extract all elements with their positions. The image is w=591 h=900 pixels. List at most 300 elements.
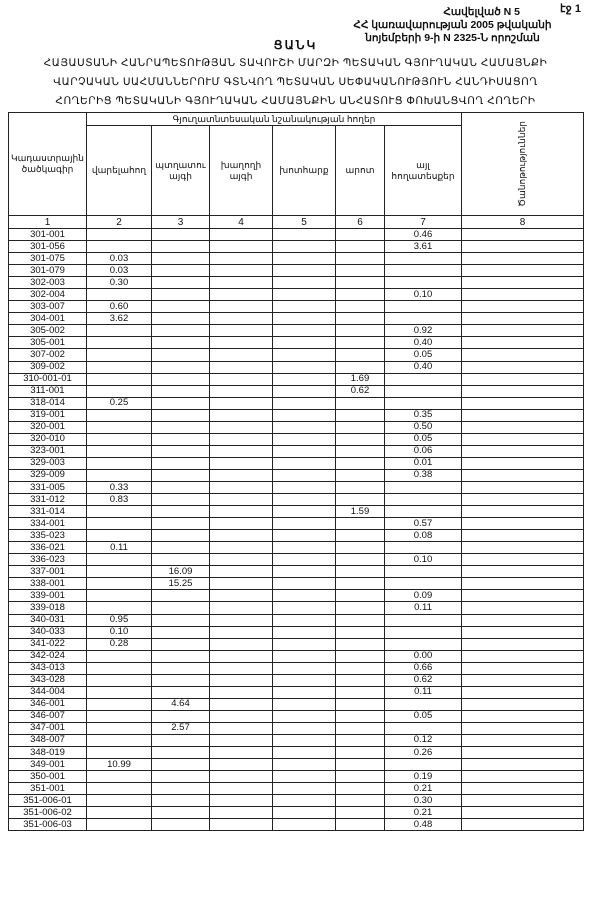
- table-row: [9, 506, 584, 518]
- cadastral-code-cell: 310-001-01: [9, 373, 87, 385]
- column-number: 1: [9, 216, 87, 229]
- area-cell: [210, 421, 273, 433]
- area-cell: [462, 349, 584, 361]
- area-cell: [210, 614, 273, 626]
- area-cell: [152, 421, 210, 433]
- area-cell: 0.60: [87, 301, 152, 313]
- cadastral-code-cell: 348-019: [9, 747, 87, 759]
- area-cell: [336, 433, 385, 445]
- notes-header-label: Ծանոթություններ: [517, 121, 528, 207]
- area-cell: [462, 710, 584, 722]
- area-cell: [152, 289, 210, 301]
- area-cell: [462, 457, 584, 469]
- cadastral-code-cell: 303-007: [9, 301, 87, 313]
- area-cell: [210, 590, 273, 602]
- table-row: [9, 759, 584, 771]
- cadastral-code-cell: 351-006-03: [9, 819, 87, 831]
- area-cell: [152, 638, 210, 650]
- area-cell: [385, 481, 462, 493]
- area-cell: [87, 421, 152, 433]
- area-cell: [462, 686, 584, 698]
- area-cell: [336, 614, 385, 626]
- table-row: [9, 494, 584, 506]
- area-cell: [152, 253, 210, 265]
- area-cell: [210, 819, 273, 831]
- column-number: 3: [152, 216, 210, 229]
- area-cell: [336, 277, 385, 289]
- area-cell: [462, 361, 584, 373]
- column-number: 6: [336, 216, 385, 229]
- area-cell: [87, 771, 152, 783]
- area-cell: [273, 662, 336, 674]
- area-cell: [210, 409, 273, 421]
- area-cell: [273, 241, 336, 253]
- cadastral-code-cell: 340-031: [9, 614, 87, 626]
- area-cell: 0.05: [385, 433, 462, 445]
- table-row: [9, 650, 584, 662]
- area-cell: [336, 494, 385, 506]
- area-cell: [273, 734, 336, 746]
- area-cell: [152, 662, 210, 674]
- area-cell: 0.21: [385, 807, 462, 819]
- area-cell: 0.83: [87, 494, 152, 506]
- area-cell: [336, 566, 385, 578]
- table-row: [9, 337, 584, 349]
- table-row: [9, 686, 584, 698]
- area-cell: [210, 747, 273, 759]
- area-cell: [462, 494, 584, 506]
- area-cell: [273, 530, 336, 542]
- column-header-hayfield: խոտհարք: [273, 126, 336, 216]
- area-cell: [336, 819, 385, 831]
- area-cell: [210, 662, 273, 674]
- table-row: [9, 289, 584, 301]
- area-cell: 15.25: [152, 578, 210, 590]
- table-row: [9, 554, 584, 566]
- area-cell: [336, 650, 385, 662]
- area-cell: 0.38: [385, 469, 462, 481]
- area-cell: 0.62: [336, 385, 385, 397]
- header-date-line: նոյեմբերի 9-ի N 2325-Ն որոշման: [365, 32, 540, 44]
- column-header-notes: [462, 113, 584, 216]
- area-cell: [385, 626, 462, 638]
- area-cell: [462, 518, 584, 530]
- area-cell: [385, 397, 462, 409]
- area-cell: [336, 590, 385, 602]
- area-cell: [336, 253, 385, 265]
- area-cell: [462, 530, 584, 542]
- area-cell: [336, 469, 385, 481]
- area-cell: [210, 506, 273, 518]
- area-cell: [152, 747, 210, 759]
- area-cell: 0.06: [385, 445, 462, 457]
- area-cell: [152, 433, 210, 445]
- area-cell: [462, 807, 584, 819]
- area-cell: [462, 734, 584, 746]
- table-row: [9, 325, 584, 337]
- table-row: [9, 747, 584, 759]
- column-number: 4: [210, 216, 273, 229]
- area-cell: [152, 373, 210, 385]
- area-cell: [462, 313, 584, 325]
- area-cell: 0.10: [87, 626, 152, 638]
- area-cell: [87, 289, 152, 301]
- area-cell: [87, 734, 152, 746]
- area-cell: [210, 530, 273, 542]
- area-cell: [462, 722, 584, 734]
- area-cell: [152, 626, 210, 638]
- table-row: [9, 481, 584, 493]
- area-cell: [152, 397, 210, 409]
- cadastral-code-cell: 320-010: [9, 433, 87, 445]
- area-cell: [87, 385, 152, 397]
- cadastral-code-cell: 347-001: [9, 722, 87, 734]
- area-cell: [210, 397, 273, 409]
- land-register-table: [8, 112, 584, 831]
- area-cell: [152, 590, 210, 602]
- area-cell: [210, 265, 273, 277]
- table-row: [9, 722, 584, 734]
- area-cell: [87, 747, 152, 759]
- table-row: [9, 602, 584, 614]
- area-cell: [336, 759, 385, 771]
- area-cell: 0.11: [87, 542, 152, 554]
- table-row: [9, 530, 584, 542]
- column-number: 2: [87, 216, 152, 229]
- area-cell: [336, 229, 385, 241]
- area-cell: [152, 469, 210, 481]
- cadastral-code-cell: 301-075: [9, 253, 87, 265]
- area-cell: [152, 771, 210, 783]
- area-cell: [152, 783, 210, 795]
- area-cell: [336, 626, 385, 638]
- area-cell: [210, 277, 273, 289]
- area-cell: [210, 650, 273, 662]
- area-cell: [336, 710, 385, 722]
- area-cell: [87, 783, 152, 795]
- area-cell: [462, 481, 584, 493]
- area-cell: [336, 301, 385, 313]
- cadastral-code-cell: 304-001: [9, 313, 87, 325]
- area-cell: [336, 542, 385, 554]
- area-cell: [210, 337, 273, 349]
- table-row: [9, 277, 584, 289]
- area-cell: [87, 518, 152, 530]
- area-cell: [336, 771, 385, 783]
- table-row: [9, 409, 584, 421]
- area-cell: [385, 578, 462, 590]
- table-row: [9, 349, 584, 361]
- area-cell: [273, 265, 336, 277]
- area-cell: [152, 710, 210, 722]
- area-cell: [273, 783, 336, 795]
- area-cell: 0.08: [385, 530, 462, 542]
- cadastral-code-cell: 331-014: [9, 506, 87, 518]
- area-cell: [152, 241, 210, 253]
- area-cell: 0.26: [385, 747, 462, 759]
- area-cell: [152, 819, 210, 831]
- area-cell: 10.99: [87, 759, 152, 771]
- area-cell: [462, 433, 584, 445]
- area-cell: [273, 686, 336, 698]
- area-cell: [87, 445, 152, 457]
- area-cell: [210, 373, 273, 385]
- area-cell: 0.92: [385, 325, 462, 337]
- area-cell: [273, 602, 336, 614]
- area-cell: [462, 650, 584, 662]
- area-cell: [462, 409, 584, 421]
- area-cell: [462, 614, 584, 626]
- area-cell: 2.57: [152, 722, 210, 734]
- table-row: [9, 385, 584, 397]
- cadastral-code-cell: 331-012: [9, 494, 87, 506]
- area-cell: [336, 783, 385, 795]
- cadastral-code-cell: 336-023: [9, 554, 87, 566]
- table-row: [9, 229, 584, 241]
- area-cell: [462, 542, 584, 554]
- area-cell: [273, 349, 336, 361]
- table-row: [9, 445, 584, 457]
- area-cell: [273, 289, 336, 301]
- area-cell: [462, 385, 584, 397]
- header-decision-line: ՀՀ կառավարության 2005 թվականի: [353, 19, 552, 31]
- table-row: [9, 373, 584, 385]
- subtitle-line: ՎԱՐՉԱԿԱՆ ՍԱՀՄԱՆՆԵՐՈՒՄ ԳՏՆՎՈՂ ՊԵՏԱԿԱՆ ՍԵՓԱԿԱՆՈՒԹՅՈՒՆ ՀԱՆԴԻՍԱՑՈՂ: [53, 76, 538, 88]
- area-cell: [87, 241, 152, 253]
- cadastral-code-cell: 339-001: [9, 590, 87, 602]
- area-cell: [336, 722, 385, 734]
- area-cell: 0.19: [385, 771, 462, 783]
- cadastral-code-cell: 346-001: [9, 698, 87, 710]
- area-cell: 0.40: [385, 337, 462, 349]
- table-row: [9, 421, 584, 433]
- cadastral-code-cell: 343-013: [9, 662, 87, 674]
- area-cell: [210, 626, 273, 638]
- area-cell: [462, 698, 584, 710]
- area-cell: [385, 542, 462, 554]
- table-row: [9, 241, 584, 253]
- area-cell: [385, 638, 462, 650]
- table-row: [9, 518, 584, 530]
- area-cell: [152, 277, 210, 289]
- cadastral-code-cell: 344-004: [9, 686, 87, 698]
- table-row: [9, 433, 584, 445]
- area-cell: [462, 301, 584, 313]
- table-row: [9, 253, 584, 265]
- area-cell: [210, 602, 273, 614]
- area-cell: [385, 566, 462, 578]
- area-cell: 0.10: [385, 289, 462, 301]
- area-cell: [87, 674, 152, 686]
- area-cell: [273, 445, 336, 457]
- area-cell: [462, 421, 584, 433]
- area-cell: [336, 241, 385, 253]
- area-cell: [273, 698, 336, 710]
- area-cell: 0.30: [385, 795, 462, 807]
- area-cell: [210, 313, 273, 325]
- area-cell: [152, 530, 210, 542]
- cadastral-code-cell: 349-001: [9, 759, 87, 771]
- column-group-header: Գյուղատնտեսական նշանակության հողեր: [87, 113, 462, 126]
- area-cell: [273, 554, 336, 566]
- area-cell: [462, 602, 584, 614]
- area-cell: [273, 277, 336, 289]
- area-cell: [273, 542, 336, 554]
- area-cell: [210, 325, 273, 337]
- area-cell: [87, 698, 152, 710]
- cadastral-code-cell: 337-001: [9, 566, 87, 578]
- area-cell: [462, 289, 584, 301]
- area-cell: 0.09: [385, 590, 462, 602]
- area-cell: [152, 337, 210, 349]
- area-cell: [210, 469, 273, 481]
- area-cell: [336, 602, 385, 614]
- table-row: [9, 457, 584, 469]
- cadastral-code-cell: 309-002: [9, 361, 87, 373]
- area-cell: [210, 457, 273, 469]
- table-row: [9, 265, 584, 277]
- area-cell: [336, 686, 385, 698]
- header-annex-line: Հավելված N 5: [443, 6, 520, 18]
- column-number-row: [9, 216, 584, 229]
- area-cell: [336, 554, 385, 566]
- area-cell: 0.57: [385, 518, 462, 530]
- area-cell: [462, 590, 584, 602]
- cadastral-code-cell: 301-079: [9, 265, 87, 277]
- area-cell: [273, 578, 336, 590]
- area-cell: [462, 759, 584, 771]
- area-cell: [462, 277, 584, 289]
- area-cell: [273, 229, 336, 241]
- area-cell: [336, 662, 385, 674]
- area-cell: [210, 566, 273, 578]
- area-cell: [462, 337, 584, 349]
- area-cell: [385, 265, 462, 277]
- area-cell: [273, 759, 336, 771]
- area-cell: [152, 361, 210, 373]
- area-cell: [462, 626, 584, 638]
- area-cell: [152, 349, 210, 361]
- area-cell: [385, 506, 462, 518]
- area-cell: 1.69: [336, 373, 385, 385]
- area-cell: [210, 722, 273, 734]
- area-cell: [385, 373, 462, 385]
- area-cell: [273, 253, 336, 265]
- table-row: [9, 626, 584, 638]
- area-cell: [87, 457, 152, 469]
- area-cell: [336, 445, 385, 457]
- area-cell: 0.50: [385, 421, 462, 433]
- area-cell: [152, 759, 210, 771]
- area-cell: [336, 518, 385, 530]
- area-cell: [152, 481, 210, 493]
- area-cell: [152, 325, 210, 337]
- area-cell: [273, 469, 336, 481]
- area-cell: 0.21: [385, 783, 462, 795]
- area-cell: [462, 241, 584, 253]
- area-cell: [210, 795, 273, 807]
- area-cell: [462, 397, 584, 409]
- area-cell: [273, 722, 336, 734]
- area-cell: [152, 795, 210, 807]
- area-cell: [385, 277, 462, 289]
- area-cell: [336, 698, 385, 710]
- table-row: [9, 662, 584, 674]
- area-cell: 0.05: [385, 710, 462, 722]
- area-cell: [210, 385, 273, 397]
- area-cell: [210, 433, 273, 445]
- area-cell: [273, 433, 336, 445]
- area-cell: [462, 554, 584, 566]
- area-cell: [462, 253, 584, 265]
- area-cell: [87, 590, 152, 602]
- area-cell: [336, 409, 385, 421]
- cadastral-code-cell: 302-003: [9, 277, 87, 289]
- cadastral-code-cell: 343-028: [9, 674, 87, 686]
- area-cell: [152, 807, 210, 819]
- area-cell: [210, 301, 273, 313]
- area-cell: [336, 734, 385, 746]
- area-cell: [273, 409, 336, 421]
- table-body: [9, 229, 584, 831]
- area-cell: [87, 325, 152, 337]
- cadastral-code-cell: 339-018: [9, 602, 87, 614]
- area-cell: [152, 445, 210, 457]
- cadastral-code-cell: 302-004: [9, 289, 87, 301]
- column-number: 8: [462, 216, 584, 229]
- area-cell: [273, 325, 336, 337]
- area-cell: [210, 445, 273, 457]
- area-cell: 0.95: [87, 614, 152, 626]
- area-cell: [210, 578, 273, 590]
- area-cell: [210, 241, 273, 253]
- area-cell: [385, 722, 462, 734]
- area-cell: [152, 686, 210, 698]
- area-cell: [336, 313, 385, 325]
- area-cell: [462, 795, 584, 807]
- area-cell: [152, 554, 210, 566]
- document-subtitle: [2, 54, 589, 111]
- table-row: [9, 590, 584, 602]
- area-cell: [336, 578, 385, 590]
- area-cell: [273, 421, 336, 433]
- area-cell: [87, 373, 152, 385]
- area-cell: [273, 566, 336, 578]
- area-cell: [87, 819, 152, 831]
- area-cell: 0.12: [385, 734, 462, 746]
- area-cell: [210, 518, 273, 530]
- area-cell: [462, 674, 584, 686]
- area-cell: 0.05: [385, 349, 462, 361]
- area-cell: 3.61: [385, 241, 462, 253]
- area-cell: [273, 373, 336, 385]
- area-cell: [336, 530, 385, 542]
- area-cell: [462, 506, 584, 518]
- area-cell: [273, 506, 336, 518]
- table-row: [9, 795, 584, 807]
- area-cell: [273, 518, 336, 530]
- cadastral-code-cell: 341-022: [9, 638, 87, 650]
- area-cell: [87, 469, 152, 481]
- area-cell: 16.09: [152, 566, 210, 578]
- area-cell: 3.62: [87, 313, 152, 325]
- area-cell: [152, 650, 210, 662]
- area-cell: [462, 662, 584, 674]
- area-cell: [152, 614, 210, 626]
- cadastral-code-cell: 318-014: [9, 397, 87, 409]
- cadastral-code-cell: 319-001: [9, 409, 87, 421]
- cadastral-code-cell: 320-001: [9, 421, 87, 433]
